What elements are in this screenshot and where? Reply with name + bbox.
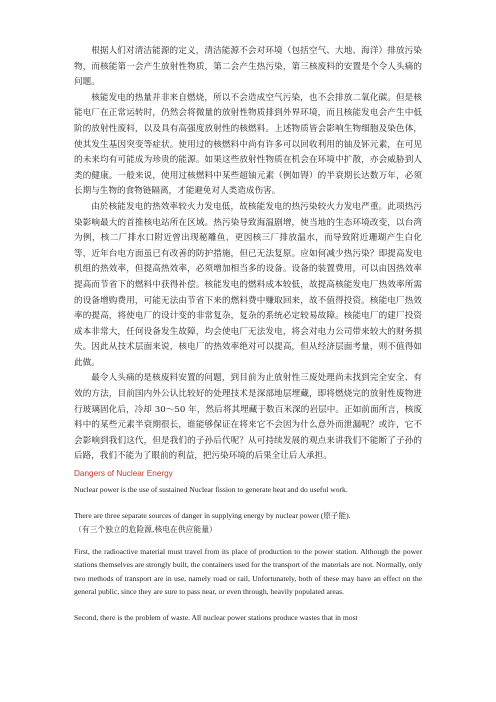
cn-paragraph-3: 由於核能发电的热效率较火力发电低，故核能发电的热污染较火力发电严重。此项热污染影响最大的首推核电站所在区域。热污染导致海温剧增，使当地的生态环境改变，以台湾为例，核二厂排水口附近曾出现秘雕鱼，更因核三厂排放温水，而导致附近珊瑚产生白化等，近年台电方面虽已有改善的防护措施，但已无法复原。应如何减少热污染？即提高发电机组的热效率，但提高热效率，必须增加相当多的设备。设备的装置费用，可以由因热效率提高而节省下的燃料中获得补偿。核能发电的燃料成本较低，故提高核能发电厂热效率所需的设备增购费用，可能无法由节省下来的燃料费中赚取回来，故不值得投资。核能电厂热效率的提高，将使电厂的设计变的非常复杂，复杂的系统必定较易故障。核能电厂的建厂投资成本非常大，任何设备发生故障，均会使电厂无法发电，将会对电力公司带来较大的财务损失。因此从技术层面来说，核电厂的热效率绝对可以提高，但从经济层面考量，则不值得如此做。 bbox=[74, 201, 422, 368]
en-paragraph-1: Nuclear power is the use of sustained Nuclear fission to generate heat and do useful work. bbox=[74, 485, 348, 495]
section-title: Dangers of Nuclear Energy bbox=[74, 469, 173, 479]
cn-paragraph-4: 最令人头痛的是核废料安置的问题，到目前为止放射性三废处理尚未找到完全安全、有效的方法，目前国内外公认比较好的处理技术是深部地层埋藏，即将燃烧完的放射性废物进行玻璃固化后，冷却 30～50 年，然后将其埋藏于数百米深的岩层中。正如前面所言，核废料中的某些元素半衰期很长，谁能够保证在将来它不会因为什么意外而泄漏呢？或许，它不会影响到我们这代，但是我们的子孙后代呢？从可持续发展的观点来讲我们不能断了子孙的后路，我们不能为了眼前的利益，把污染环境的后果全让后人承担。 bbox=[74, 373, 422, 462]
cn-paragraph-2: 核能发电的热量并非来自燃烧，所以不会造成空气污染，也不会排放二氧化碳。但是核能电厂在正常运转时，仍然会将微量的放射性物质排到外界环境，而且核能发电会产生中低阶的放射性废料，以及具有高强度放射性的核燃料。上述物质皆会影响生物细胞及染色体，使其发生基因突变等症状。使用过的核燃料中尚有许多可以回收利用的铀及钚元素，在可见的未来均有可能成为珍贵的能源。如果这些放射性物质在机会在环境中扩散，亦会威胁到人类的健康。一般来说，使用过核燃料中某些超铀元素（例如锝）的半衰期长达数万年，必须长期与生物的食物链隔离，才能避免对人类造成伤害。 bbox=[74, 92, 422, 197]
en-paragraph-2: There are three separate sources of danger in supplying energy by nuclear power (原子能). bbox=[74, 511, 351, 521]
cn-paragraph-1: 根据人们对清洁能源的定义，清洁能源不会对环境（包括空气、大地、海洋）排放污染物，而核能第一会产生放射性物质，第二会产生热污染，第三核废料的安置是个令人头痛的问题。 bbox=[74, 46, 422, 88]
en-paragraph-4: Second, there is the problem of waste. All nuclear power stations produce wastes that in most bbox=[74, 613, 358, 623]
cn-translation-note: （有三个独立的危险源,核电在供应能量） bbox=[74, 524, 217, 534]
en-paragraph-3: First, the radioactive material must travel from its place of production to the power station. Although the power stations themselves are strongly built, the containers used for the transport of the materials are not. Normally, only two methods of transport are in use, namely road or rail, Unfortunately, both of these may have an effect on the general public, since they are sure to pass near, or even through, heavily populated areas. bbox=[74, 546, 422, 597]
